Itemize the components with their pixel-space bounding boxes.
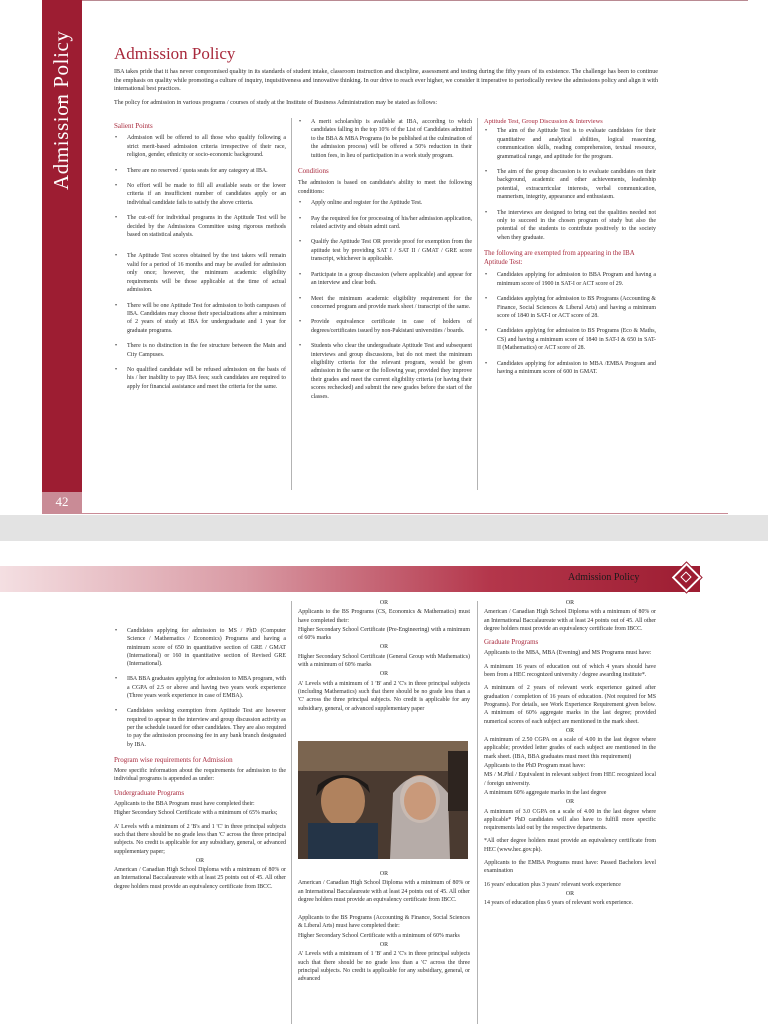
list-item: • Candidates applying for admission to BS Programs (Eco & Maths, CS) and having a minimum score of 1840 in SAT-I & 650 in SAT-II (Mathematics) or ACT score of 28. — [484, 327, 656, 352]
mba-cgpa: A minimum of 2.50 CGPA on a scale of 4.00 in the last degree where applicable; provided letter grades of each subject are mentioned in the mark sheet. (IBA, BBA graduates must meet this requirement) — [484, 737, 656, 760]
bs-accounting-column — [298, 870, 470, 989]
or-separator: OR — [195, 857, 205, 864]
list-item: • Pay the required fee for processing of his/her admission application, related activity and obtain admit card. — [298, 215, 472, 232]
list-item: • No qualified candidate will be refused admission on the basis of his / her inability to pay IBA fees; such candidates are required to apply for financial assistance and meet the criteria for the same. — [114, 366, 286, 391]
or-separator: OR — [379, 942, 389, 949]
bs-cs-hssc: Higher Secondary School Certificate (Pre-Engineering) with a minimum of 60% marks — [298, 626, 470, 642]
phd-lead: Applicants to the PhD Program must have: — [484, 763, 586, 770]
sidebar-title: Admission Policy — [49, 30, 73, 190]
list-item: • The interviews are designed to bring out the qualities needed not only to succeed in the chosen program of study but also the potential of the students to contribute positively to the society when they graduate. — [484, 209, 656, 243]
salient-points-list — [114, 134, 286, 391]
or-separator: OR — [379, 644, 389, 651]
intro-paragraph: IBA takes pride that it has never compromised quality in its standards of student intake, classroom instruction and discipline, assessment and testing during the fifty years of its existence. The challenge has been to continue the emphasis on quality while promoting a culture of inquiry, inquisitiveness and innovative thinking. In our drive to reach ever higher, we consider it imperative to periodically review the admissions policy and align it with international best practices. — [114, 69, 658, 93]
bba-lead: Applicants to the BBA Program must have completed their: — [114, 801, 255, 808]
phd-degree: MS / M.Phil / Equivalent in relevant subject from HEC recognized local / foreign university. — [484, 772, 656, 787]
bottom-rule — [82, 513, 728, 514]
list-item: • The cut-off for individual programs in the Aptitude Test will be decided by the Admissions Committee using rigorous methods based on statistical analysis. — [114, 214, 286, 239]
program-requirements-lead: More specific information about the requirements for admission to the individual programs is appended as under: — [114, 768, 286, 783]
list-item: • Qualify the Aptitude Test OR provide proof for exemption from the aptitude test by providing SAT I / SAT II / GMAT / GRE score transcript, whichever is applicable. — [298, 238, 472, 263]
bs-af-lead: Applicants to the BS Programs (Accounting & Finance, Social Sciences & Liberal Arts) must have completed their: — [298, 915, 470, 930]
or-separator: OR — [379, 671, 389, 678]
top-rule — [42, 0, 748, 1]
page-title: Admission Policy — [114, 44, 236, 63]
bs-cs-hssc-general: Higher Secondary School Certificate (General Group with Mathematics) with a minimum of 60% marks — [298, 653, 470, 669]
emba-lead: Applicants to the EMBA Programs must have: Passed Bachelors level examination — [484, 860, 656, 875]
list-item: • Candidates applying for admission to MS / PhD (Computer Science / Mathematics / Economics) Programs and having a minimum score of 650 in quantitative section of GRE / GMAT (International) or 160 in quantitative section of Revised GRE (International). — [114, 627, 286, 668]
exemption-list-cont — [114, 627, 286, 749]
page-43 — [0, 541, 768, 1024]
salient-points-column — [114, 122, 286, 398]
mba-education: A minimum 16 years of education out of which 4 years should have been from a HEC recognized university / degree awarding institute*. — [484, 663, 656, 679]
bs-cs-alevels: A' Levels with a minimum of 1 'B' and 2 'C's in three principal subjects (including Mathematics) such that there should be no grade less than a 'C' across the three principal subjects. No credit is applicable for any subsidiary, general, or advanced supplementary paper — [298, 680, 470, 712]
list-item: • Candidates seeking exemption from Aptitude Test are however required to appear in the interview and group discussion activity as per the schedule issued for other candidates. They are also required to pay the admission processing fee in any bank branch designated by IBA. — [114, 707, 286, 748]
column-divider — [477, 118, 478, 490]
intro-lead: The policy for admission in various programs / courses of study at the Institute of Business Administration may be stated as follows: — [114, 100, 438, 106]
bba-hssc: Higher Secondary School Certificate with a minimum of 65% marks; — [114, 810, 278, 817]
mba-experience: A minimum of 2 years of relevant work experience gained after graduation / completion of 16 years of education. (Not required for MS Programs). For details, see Work Experience Requirement given below. A minimum of 60% aggregate marks in the last degree; provided numerical scores of each subject are mentioned in the mark sheet. — [484, 685, 656, 725]
list-item: • Meet the minimum academic eligibility requirement for the concerned program and provide mark sheet / transcript of the same. — [298, 295, 472, 312]
column-divider — [291, 601, 292, 1024]
bs-cs-lead: Applicants to the BS Programs (CS, Economics & Mathematics) must have completed their: — [298, 609, 470, 624]
bba-american: American / Canadian High School Diploma with a minimum of 80% or an International Baccalaureate with at least 25 points out of 45. All other degree holders must provide an equivalency certificate from IBCC. — [114, 867, 286, 890]
emba-option-2: 14 years of education plus 6 years of relevant work experience. — [484, 900, 634, 907]
list-item: • Candidates applying for admission to BBA Program and having a minimum score of 1900 in SAT-I or ACT score of 29. — [484, 271, 656, 288]
aptitude-test-list — [484, 127, 656, 242]
or-separator: OR — [565, 890, 575, 897]
aptitude-test-column — [484, 118, 656, 383]
bba-alevels: A' Levels with a minimum of 2 'B's and 1 'C' in three principal subjects such that there should be no grade less than 'C' across the three principal subjects. No credit is applicable for any subsidiary, general, or advanced supplementary paper; — [114, 823, 286, 855]
exemption-list — [484, 271, 656, 376]
bs-programs-column — [298, 599, 470, 718]
list-item: • Students who clear the undergraduate Aptitude Test and subsequent interviews and group discussions, but do not meet the minimum eligibility criteria for the relevant program, would be given admission in the same or the following year, provided they improve their grades and meet the current eligibility criteria (or having their scores rechecked) and submit the new grades before the start of the classes. — [298, 342, 472, 401]
exemptions-cont-column — [114, 627, 286, 896]
students-photo — [298, 741, 468, 859]
list-item: • A merit scholarship is available at IBA, according to which candidates falling in the top 10% of the List of Candidates admitted to the BBA & MBA Programs (to be published at the culmination of the admission process) will be offered a 50% reduction in their tuition fees, in lieu of participation in a work study program. — [298, 118, 472, 160]
list-item: • No effort will be made to fill all available seats or the lower criteria if an insufficient number of candidates apply or an individual candidate fails to satisfy the above criteria. — [114, 182, 286, 207]
conditions-column — [298, 118, 472, 408]
graduate-programs-column — [484, 599, 656, 913]
or-separator: OR — [379, 871, 389, 877]
aptitude-test-heading: Aptitude Test, Group Discussion & Interviews — [484, 118, 603, 125]
list-item: • There are no reserved / quota seats for any category at IBA. — [114, 167, 286, 175]
exemption-heading: The following are exempted from appearing in the IBA Aptitude Test: — [484, 250, 635, 267]
emba-option-1: 16 years' education plus 3 years' relevant work experience — [484, 881, 621, 888]
or-separator: OR — [565, 799, 575, 806]
program-requirements-heading: Program wise requirements for Admission — [114, 755, 233, 764]
conditions-lead: The admission is based on candidate's ability to meet the following conditions: — [298, 180, 472, 195]
list-item: • IBA BBA graduates applying for admission to MBA program, with a CGPA of 2.5 or above and having two years work experience (Three years work experience in case of EMBA). — [114, 675, 286, 700]
list-item: • Provide equivalence certificate in case of holders of degrees/certificates issued by non-Pakistani universities / boards. — [298, 318, 472, 335]
graduate-heading: Graduate Programs — [484, 638, 539, 647]
list-item: • Admission will be offered to all those who qualify following a strict merit-based admission criteria irrespective of their race, religion, gender, ethnicity or socio-economic background. — [114, 134, 286, 159]
list-item: • The aim of the group discussion is to evaluate candidates on their background, academic and other achievements, leadership potential, extracurricular interests, verbal communication, mannerism, integrity, appearance and enthusiasm. — [484, 168, 656, 202]
mba-lead: Applicants to the MBA, MBA (Evening) and MS Programs must have: — [484, 650, 652, 657]
bs-af-american: American / Canadian High School Diploma with a minimum of 80% or an International Baccalaureate with at least 24 points out of 45. All other degree holders must provide an equivalency certificate from IBCC. — [484, 609, 656, 632]
bs-cs-american: American / Canadian High School Diploma with a minimum of 80% or an International Baccalaureate with at least 24 points out of 45. All other degree holders must provide an equivalency certificate from IBCC. — [298, 880, 470, 903]
conditions-heading: Conditions — [298, 167, 329, 176]
or-separator: OR — [379, 600, 389, 606]
salient-points-heading: Salient Points — [114, 122, 153, 130]
hec-note: *All other degree holders must provide an equivalency certificate from HEC (www.hec.gov.pk). — [484, 838, 656, 853]
or-separator: OR — [565, 600, 575, 606]
conditions-list — [298, 199, 472, 401]
list-item: • Candidates applying for admission to MBA /EMBA Program and having a minimum score of 600 in GMAT. — [484, 360, 656, 377]
students-photo-illustration — [298, 741, 468, 859]
list-item: • There will be one Aptitude Test for admission to both campuses of IBA. Candidates may choose their specializations after a minimum of 2 years of study at IBA for undergraduate and 1 year for graduate programs. — [114, 302, 286, 336]
header-title: Admission Policy — [568, 572, 640, 583]
bs-af-hssc: Higher Secondary School Certificate with a minimum of 60% marks — [298, 932, 460, 939]
undergraduate-heading: Undergraduate Programs — [114, 788, 185, 797]
list-item: • Candidates applying for admission to BS Programs (Accounting & Finance, Social Sciences & Liberal Arts) and having a minimum score of 1840 in SAT-I or ACT score of 28. — [484, 295, 656, 320]
list-item: • Apply online and register for the Aptitude Test. — [298, 199, 472, 207]
list-item: • There is no distinction in the fee structure between the Main and City Campuses. — [114, 342, 286, 359]
or-separator: OR — [565, 727, 575, 734]
column-divider — [291, 118, 292, 490]
bs-af-alevels: A' Levels with a minimum of 1 'B' and 2 'C's in three principal subjects such that there should be no grade less than a 'C' across the three principal subjects. No credit is applicable for any subsidiary, general, or advanced — [298, 951, 470, 983]
phd-cgpa: A minimum of 3.0 CGPA on a scale of 4.00 in the last degree where applicable* PhD candidates will also have to fulfill more specific requirements laid out by the respective departments. — [484, 808, 656, 832]
phd-marks: A minimum 60% aggregate marks in the last degree — [484, 789, 607, 796]
scholarship-list — [298, 118, 472, 160]
list-item: • Participate in a group discussion (where applicable) and appear for an interview and clear both. — [298, 271, 472, 288]
page-number: 42 — [55, 494, 69, 509]
list-item: • The aim of the Aptitude Test is to evaluate candidates for their quantitative and analytical abilities, logical reasoning, communication skills, reading comprehension, textual resource, grammatical range, and aptitude for the program. — [484, 127, 656, 161]
column-divider — [477, 601, 478, 1024]
list-item: • The Aptitude Test scores obtained by the test takers will remain valid for a period of 16 months and may be availed for admission only once; however, the minimum academic eligibility requirements will be those applicable at the time of actual admission. — [114, 252, 286, 294]
